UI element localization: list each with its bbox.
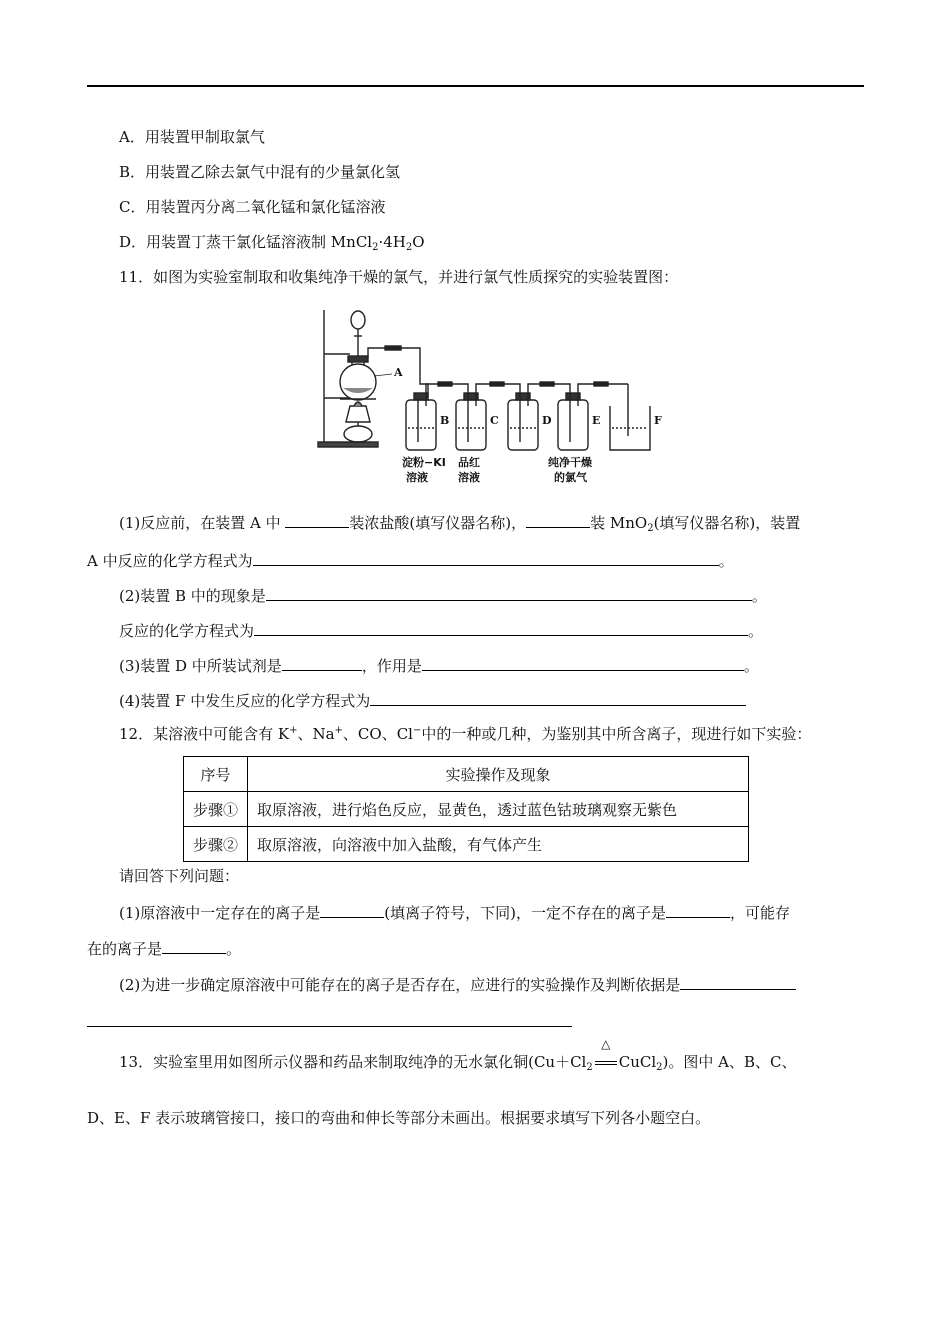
answer-blank[interactable] [162,937,226,954]
table-cell: 取原溶液，进行焰色反应，显黄色，透过蓝色钴玻璃观察无紫色 [248,792,749,827]
label-b: B [440,414,450,427]
label-d: D [542,414,552,427]
option-c: C．用装置丙分离二氧化锰和氯化锰溶液 [119,198,386,216]
q12-part1-line2: 在的离子是 。 [87,937,241,959]
label-a: A [394,366,403,379]
answer-blank[interactable] [253,549,719,566]
apparatus-diagram [310,302,670,492]
answer-line[interactable] [87,1026,572,1027]
caption-e-line1: 纯净干燥 [548,456,592,469]
q11-part1-line1: (1)反应前，在装置 A 中 装浓盐酸(填写仪器名称)， 装 MnO$_2$(填写仪器名称)，装置 [119,511,800,533]
q13-stem-line1: 13．实验室里用如图所示仪器和药品来制取纯净的无水氯化铜($Cu+Cl_2$ △ CuCl$_2$)。图中 A、B、C、 [119,1052,797,1072]
q12-part1-line1: (1)原溶液中一定存在的离子是 (填离子符号，下同)，一定不存在的离子是 ，可能存 [119,901,790,923]
q12-stem: 12．某溶液中可能含有 K+、Na+、CO、Cl−中的一种或几种，为鉴别其中所含离子，现进行如下实验： [119,725,812,743]
answer-blank[interactable] [680,973,796,990]
label-c: C [490,414,499,427]
q12-prompt: 请回答下列问题： [119,867,240,885]
q13-stem-line2: D、E、F 表示玻璃管接口，接口的弯曲和伸长等部分未画出。根据要求填写下列各小题空白。 [87,1109,711,1127]
q11-part2-equation: 反应的化学方程式为 。 [119,619,763,641]
answer-blank[interactable] [320,901,384,918]
table-header-cell: 序号 [184,757,248,792]
experiment-table [183,756,749,862]
answer-blank[interactable] [666,901,730,918]
delta-icon: △ [601,1037,611,1051]
table-header-cell: 实验操作及现象 [248,757,749,792]
q11-stem: 11．如图为实验室制取和收集纯净干燥的氯气，并进行氯气性质探究的实验装置图： [119,268,679,286]
label-f: F [654,414,662,427]
option-a: A．用装置甲制取氯气 [119,128,265,146]
table-cell: 步骤② [184,827,248,862]
answer-blank[interactable] [370,689,746,706]
q11-part1-line2: A 中反应的化学方程式为 。 [87,549,734,571]
option-b: B．用装置乙除去氯气中混有的少量氯化氢 [119,163,401,181]
table-row [184,827,749,862]
answer-blank[interactable] [282,654,362,671]
q11-part2: (2)装置 B 中的现象是 。 [119,584,767,606]
table-header-row [184,757,749,792]
caption-c-line1: 品红 [458,456,480,469]
caption-b-line1: 淀粉−KI [402,456,446,469]
caption-e-line2: 的氯气 [554,471,587,484]
answer-blank[interactable] [266,584,752,601]
option-d: D．用装置丁蒸干氯化锰溶液制 $MnCl_2\cdot 4H_2O$ [119,233,425,253]
answer-blank[interactable] [526,511,590,528]
header-rule [87,85,864,87]
label-e: E [592,414,601,427]
caption-b-line2: 溶液 [406,471,428,484]
answer-blank[interactable] [254,619,748,636]
heating-condition [593,1037,619,1072]
answer-blank[interactable] [422,654,744,671]
table-cell: 步骤① [184,792,248,827]
q11-part4: (4)装置 F 中发生反应的化学方程式为 [119,689,746,711]
q12-part2: (2)为进一步确定原溶液中可能存在的离子是否存在，应进行的实验操作及判断依据是 [119,973,796,995]
answer-blank[interactable] [285,511,349,528]
q11-part3: (3)装置 D 中所装试剂是 ，作用是 。 [119,654,759,676]
caption-c-line2: 溶液 [458,471,480,484]
table-cell: 取原溶液，向溶液中加入盐酸，有气体产生 [248,827,749,862]
table-row [184,792,749,827]
